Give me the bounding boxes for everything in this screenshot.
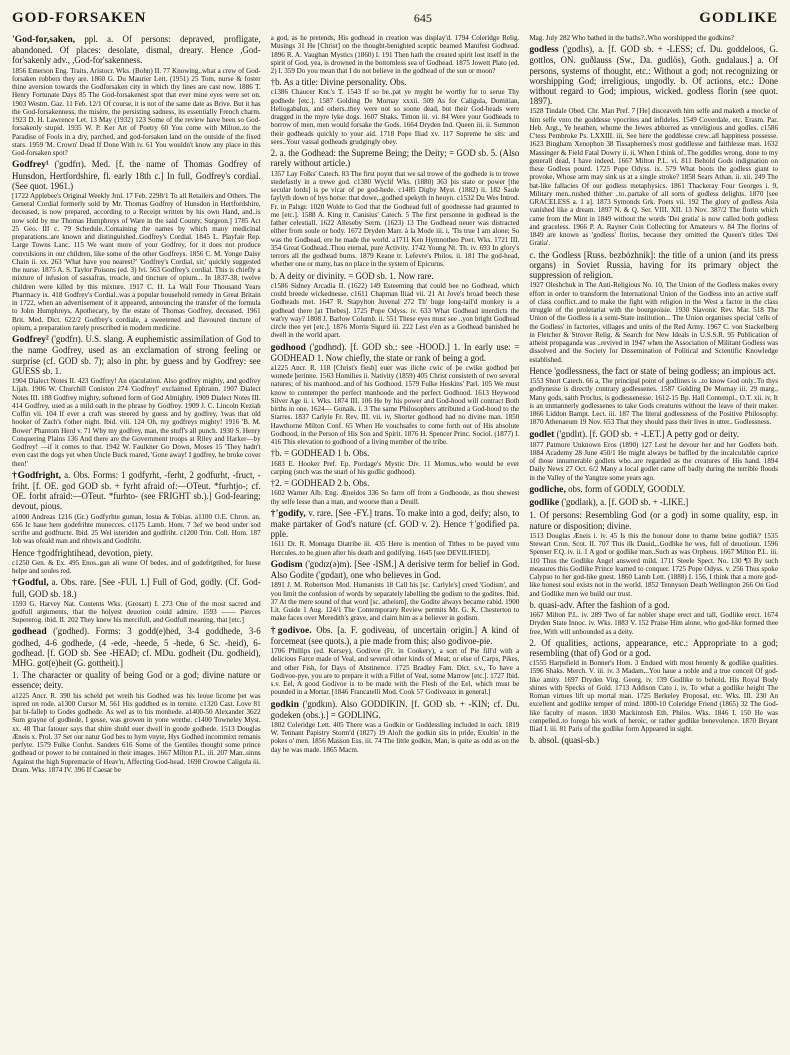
- definition: 2. a. the Godhead: the Supreme Being; the Deity; = GOD sb. 5. (Also rarely without article.): [270, 148, 520, 169]
- dictionary-entry: [12, 159, 261, 332]
- dictionary-entry: [271, 625, 520, 697]
- definition: ('gɒdlɪt). [f. GOD sb. + -LET.] A petty god or deity.: [556, 428, 739, 439]
- dictionary-entry: [12, 334, 261, 468]
- headword: godhood: [270, 341, 306, 353]
- quotations: 1904 Dialect Notes II. 423 Godfrey! An ejaculation. Also godfrey mighty, and godfrey Lijah. 1906 W. Churchill Coniston 274 'Godfrey!' exclaimed Ephraim. 1907 Dialect Notes III. 188 Godfrey mighty, softened form of God Almighty. 1909 Dialect Notes III. 414 Godfrey, used as a mild oath in the phrase by Godfrey. 1909 J. C. Lincoln Keziah Coffin vii. 104 If ever a craft was steered by guess and by godfrey, 'twas that old hooker of Zach's t'other night. Ibid. viii. 124 Oh, my godfreys mighty! 1916 'B. M. Bower' Phantom Herd v. 71 Why my godfrey, man, the stuff's all punch. 1930 S. Henry Conquering Plains 136 And there are the Government troops at Riley and Harker—by Godfrey! —if it comes to that. 1942 W. Faulkner Go Down, Moses 15 'They hadn't even cast the dogs yet when Uncle Buck roared, 'Gone away! I godfrey, he broke cover then!': [12, 377, 261, 468]
- headword: †'godify,: [270, 507, 306, 519]
- definition: a. Obs. rare. [See -FUL 1.] Full of God, godly. (Cf. God-full, GOD sb. 18.): [12, 577, 261, 599]
- definition: Obs. [a. F. godiveau, of uncertain origin.] A kind of forcemeat (see quots.), a pie made from this; also godivoe-pie.: [270, 624, 520, 646]
- dictionary-entry: [271, 699, 520, 754]
- definition: ('gɒdɪz(ə)m). [See -ISM.] A derisive term for belief in God. Also Godite ('gɒdaɪt), one who believes in God.: [270, 558, 520, 581]
- dictionary-entry: [12, 670, 261, 774]
- quotations: [1722 Applebee's Original Weekly Jrnl. 17 Feb. 2298/1 To all Retailers and Others. The General Cordial formerly sold by Mr. Thomas Godfrey of Hunsdon in Hertfordshire, deceased, is now prepared, according to a Receipt written by his own Hand, and..is now sold by me Thomas Humphreys of Ware in the said County, Surgeon.] 1785 Act 25 Geo. III c. 79 Schedule..Containing the names by which many medicinal preparations..are known and distinguished..Godfrey's Cordial. 1845 L. Playfair Rep. Large Towns Lanc. 115 We want more of your Godfrey, for it does not produce convulsions in our children, like some of the other Godfreys. 1856 C. M. Yonge Daisy Chain ii. xx. 263 'What have you nearest?' 'Godfrey's Cordial, sir,' quickly suggested the nurse. 1875 A. S. Taylor Poisons (ed. 3) lvi. 563 Godfrey's cordial. This is chiefly a mixture of infusion of sassafras, treacle, and tincture of opium... In 1837-38, twelve children were killed by this mixture. 1917 C. H. La Wall Four Thousand Years Pharmacy ix. 418 Godfrey's Cordial..was a popular household remedy in Great Britain in 1722, when an advertisement of it appeared, announcing the transfer of the formula to John Humphreys, Apothecary, by the estate of Thomas Godfrey, deceased. 1961 Brit. Med. Dict. 622/2 Godfrey's cordiale, a sweetened and flavoured tincture of opium, a preparation rarely prescribed in modern medicine.: [12, 191, 261, 332]
- definition: ('gɒdlaɪk), a. [f. GOD sb. + -LIKE.]: [561, 497, 689, 508]
- definition: b. quasi-adv. After the fashion of a god.: [529, 599, 670, 610]
- quotations: c1386 Chaucer Knt.'s T. 1543 If so be..pat ye myght be worthy for to serue Thy godhede [etc.]. 1587 Golding De Mornay xxxii. 509 As for Caligula, Domitian, Heliogabalus, and others..they were not so soone dead, but their God-heads were dragged in the myre lyke dogs. 1607 Shaks. Timon iii. vi. 84 Were your Godheads to borrow of men, men would forsake the Gods. 1664 Dryden Ind. Queen iii. ii. Summon their godheads quickly to your aid. 1718 Pope Iliad xv. 117 Supreme he sits: and sees..Your vassal godheads grudgingly obey.: [270, 88, 520, 146]
- quotations: c1250 Gen. & Ex. 495 Enos..gan ali wune Of bedes, and of godefrigtihed, for Iuese helpe and soules red.: [12, 558, 261, 576]
- dictionary-entry: [12, 577, 261, 624]
- quotations: 1602 Warner Alb. Eng. Æneidos 336 So farre off from a Godhoode, as thou shewest thy selfe lesse than a man, and woorse than a Deuill.: [270, 489, 520, 506]
- dictionary-entry: [271, 448, 520, 476]
- headword: Godfrey²: [12, 334, 49, 346]
- definition: 1. Of persons: Resembling God (or a god) in some quality, esp. in nature or disposition; divine.: [529, 510, 778, 531]
- quotations: 1856 Emerson Eng. Traits, Aristocr. Wks. (Bohn) II. 77 Knowing..what a crew of God-forsaken robbers they are. 1860 G. Du Maurier Lett. (1951) 25 Tom, nurse & foster thine aversion towards the Godforsaken city in which thy lines are cast now. 1886 T. Henry Fortunate Days 85 The God-forsakenest spot that ever mine eyes were set on. 1903 Westm. Gaz. 11 Feb. 12/1 Of course, it is not of the same date as Brive. But it has the God-forsakenness, the misère, the persisting sadness, its essentially French charm. 1923 D. H. Lawrence Let. 13 May (1932) 123 Some of the review have been so God-forsakenly stupid. 1935 W. P. Ker Art of Poetry 60 You come with Milton..to the Paradise of Fools in a dry, parched, and god-forsaken land on the outside of the fixed stars. 1959 'M. Crown' Dead If Done With iv. 61 You wouldn't know any place in this God-forsaken spot?: [12, 66, 261, 158]
- quotations: a1000 Andreas 1216 (Gr.) Godfyrhte guman, Iosua & Tobias. a1100 O.E. Chron. an. 656 Ic haue here godefrihte munecces. c1175 Lamb. Hom. 7 3ef we beod under sod scrifte and godfructe. Ibid. 25 Wel isteriden and godfriht. c1200 Trin. Coll. Hom. 187 Iob was ofeald man and rihtwis and Godfriht.: [12, 512, 261, 546]
- dictionary-entry: [271, 342, 520, 447]
- dictionary-entry: [529, 735, 778, 745]
- quotations: 1667 Milton P.L. iv. 289 Two of far nobler shape erect and tall, Godlike erect. 1674 Dryden State Innoc. iv. Wks. 1883 V. 152 Praise Him alone, who god-like formed thee free, With will unbounded as a deity.: [529, 611, 778, 636]
- quotations: 1513 Douglas Æneis i. iv. 45 Is this the honour done to thame beine godlik? 1535 Stewart Cron. Scot. II. 707 This ilk Dauid,..Godlike he wes, full of deuotioun. 1596 Spenser F.Q. iv. ii. 1 A god or godlike man..Such as was Orpheus. 1667 Milton P.L. iii. 110 Thus the Godlike Angel answerd mild. 1711 Steele Spect. No. 130 ¶3 By such measures this Godlike Prince learned to conquer. 1725 Pope Odyss. v. 256 Thus spoke Calypso to her god-like guest. 1860 Lamb Lett. (1888) I. 156, I think that a more god-like honest soul exists not in the world. 1852 Tennyson Death Wellington 266 On God and Godlike men we build our trust.: [529, 531, 778, 598]
- running-header: [12, 10, 778, 34]
- column-1: [12, 34, 261, 1046]
- quotations: 1802 Coleridge Lett. 405 There was a Godkin or Goddessling included in each. 1819 W. Tennant Papistry Storm'd (1827) 19 Aloft the godkin sits in pride, Exultin' in the pokes o' men. 1856 Masson Ess. iii. 74 The little godkin, Man, is quite as odd as on the day he was made. 1865 Macm.: [270, 720, 520, 754]
- quotations: 1553 Short Catech. 66 a, The principal point of godlines is ..to know God only..To thys godlynesse is directly contrary godlessenes. 1587 Golding De Mornay iii. 29 marg., Many gods, saith Proclus, is godlessenesse. 1612-15 Bp. Hall Contempl., O.T. xii. iv, It is an unmannerly godlessenes to take Gods creatures without the leave of their maker. 1866 Liddon Bampt. Lect. iii. 187 The literal godlessness of the Positive Philosophy. 1870 Athenaeum 19 Nov. 653 That they should pass their lives in utter.. Godlessness.: [529, 377, 778, 427]
- dictionary-entry: [529, 250, 778, 364]
- dictionary-entry: [529, 429, 778, 482]
- quotations: 1927 Oleshchuk in The Anti-Religious No. 10, The Union of the Godless makes every effort in order to transform the International Union of the Godless into an active staff of class conflict..and to make the fight with religion in the West a factor in the class struggle of the proletariat with the bourgeoisie. 1930 Slavonic Rev. Mar. 518 The Union of the Godless is a semi-State institution... The Union organises special 'cells of the Godless' in factories, villages and units of the Red Army. 1967 C. von Stackelberg in Fletcher & Strover Relig. & Search for New Ideals in U.S.S.R. 95 Publication of atheist propaganda was ..revived in 1947 when the Association of Militant Godless was dissolved and the Society for Dissemination of Political and Scientific Knowledge established.: [529, 281, 778, 364]
- quotations: 1611 Dr. R. Montagu Diatribe iii. 435 Here is mention of Tithes to be payed vnto Hercules..to be giuen after his death and godifying. 1645 [see DEVILIFIED].: [270, 540, 520, 557]
- headword: Godism: [270, 558, 303, 570]
- dictionary-entry: [271, 478, 520, 506]
- dictionary-entry: [12, 626, 261, 668]
- headword: †Godful,: [12, 577, 49, 589]
- dictionary-entry: [271, 508, 520, 557]
- quotations: a1225 Ancr. R. 390 his scheld pet wreih his Godhed was his leoue licome þet was ispred on rode. a1300 Cursor M. 561 His goddhed es in ternite. c1320 Cast. Love 81 þat bi-falleþ to Godes godhede. As wel as to his monhede. a1400-50 Alexander 3622 Sum grayne of godhede, I gesse, was growen in yone wrethe. c1400 Towneley Myst. xx. 48 That fatouer says that shire shuld euer dwell in goode godhede. 1513 Douglas Æneis x. Prol. 37 Set our natur God hes to hym vnyte, Hys Godhed incommixt remanis perfyte. 1579 Fulke Confut. Sanders 616 Some of the Gentiles thought some prince godhead or power to be contained in their images. 1667 Milton P.L. iii. 207 Man..sinns Against the high Supremacie of Heav'n, Affecting God-head. 1698 Crowne Caligula iii. Dram. Wks. 1874 IV. 396 If Caesar be: [12, 691, 261, 774]
- definition: 1. The character or quality of being God or a god; divine nature or essence; deity.: [12, 670, 261, 691]
- column-2: [271, 34, 520, 1046]
- quotations: c1555 Harpsfield in Bonner's Hom. 3 Endued with most heuenly & godlike qualities. 1596 Shaks. Merch. V. iii. iv. 3 Madam,..You haue a noble and a true conceit Of god-like amity. 1697 Dryden Virg. Georg. iv. 139 Godlike to behold, His Royal Body shines with Specks of Gold. 1713 Addison Cato i. iv, To what a godlike height The Roman virtues lift up mortal man. 1725 Berkeley Proposal, etc. Wks. III. 230 An excellent and godlike temper of mind. 1800-10 Coleridge Friend (1865) 32 The God-like faculty of reason. 1830 Mackintosh Eth. Philos. Wks. 1846 I. 150 He was compelled..to forego his work of heroic, or rather godlike benevolence. 1870 Bryant Iliad I. iii. 81 Paris of the godlike form Appeared in sight.: [529, 659, 778, 734]
- definition: Hence †godfrightihead, devotion, piety.: [12, 547, 153, 558]
- quotations: Mag. July 282 Who bathed in the baths?..Who worshipped the godkins?: [529, 34, 734, 42]
- definition: Hence 'godlessness, the fact or state of being godless; an impious act.: [529, 365, 776, 376]
- dictionary-entry: [529, 510, 778, 597]
- dictionary-entry: [529, 484, 778, 495]
- headword: godlet: [529, 428, 555, 440]
- definition: ppl. a. Of persons: depraved, profligate, abandoned. Of places: desolate, dismal, dreary. Hence ,God-for'sakenly adv., ,God-for'sakenness.: [12, 34, 261, 66]
- dictionary-entry: [529, 366, 778, 427]
- dictionary-entry: [12, 34, 261, 157]
- definition: b. A deity or divinity. = GOD sb. 1. Now rare.: [270, 270, 434, 281]
- quotations: 1877 Patmore Unknown Eros (1890) 127 Lest he devour her and her Godlets both. 1884 Academy 28 June 450/1 He might always be baffled by the incalculable caprice of those innumerable godlets who..are regarded as the creatures of His hand. 1894 Daily News 27 Oct. 6/2 Many a local godlet came off badly during the terrible floods in the Valley of the Yangtze some years ago.: [529, 440, 778, 482]
- definition: ('gɒdfrɪ). Med. [f. the name of Thomas Godfrey of Hunsdon, Hertfordshire, fl. early 18th c.] In full, Godfrey's cordial. (See quot. 1961.): [12, 159, 261, 191]
- definition: †b. As a title: Divine personality. Obs.: [270, 77, 407, 88]
- dictionary-entry: [12, 548, 261, 576]
- headword: †godivoe.: [270, 624, 312, 636]
- dictionary-entry: [271, 34, 520, 75]
- quotations: 1891 J. M. Robertson Mod. Humanists 18 Call his [sc. Carlyle's] creed 'Godism', and you limit the confusion of words by separately labelling the godism to the godites. Ibid. 37 At the mere sound of that word [sc. atheism], the Godite always became rabid. 1900 Lit. Guide 1 Aug. 124/1 The Contemporary Review permits Mr. G. K. Chesterton to make faces over Meredith's grave, and claim him as a believer in godism.: [270, 581, 520, 623]
- definition: a. Obs. Forms: 1 godfyrht, -ferht, 2 godfurht, -fruct, -friht. [f. OE. god GOD sb. + fyrht afraid of:—OTeut. *furhtjo-; cf. OE. forht afraid:—OTeut. *furhto- (see FRIGHT sb.).] God-fearing; devout, pious.: [12, 469, 261, 512]
- definition: ('gɒdhʊd). [f. GOD sb.: see -HOOD.] 1. In early use: = GODHEAD 1. Now chiefly, the state or rank of being a god.: [270, 341, 520, 363]
- dictionary-entry: [271, 77, 520, 146]
- definition: †2. = GODHEAD 2 b. Obs.: [270, 478, 370, 489]
- definition: ('gɒdkɪn). Also GODDIKIN. [f. GOD sb. + -KIN; cf. Du. godeken (obs.).] = GODLING.: [270, 698, 520, 720]
- definition: †b. = GODHEAD 1 b. Obs.: [270, 448, 370, 459]
- quotations: 1528 Tindale Obed. Chr. Man Pref. 7 [He] disceaveth him selfe and maketh a mocke of him selfe vnto the goddesse vpocrites and infideles. 1549 Coverdale, etc. Erasm. Par. Heb. Argt., Ye heathen, whome the Jewes abhorred as vnreligious and godles. c1586 C'tess Pembroke Ps. LXXIII. iii, See here the goddlesse crew..all happiness possesse. 1623 Bingham Xenophon 38 Tissaphernes's most goddlesse and faithlesse man. 1632 Massinger & Field Fatal Dowry ii. ii, When I think of..The goddles wrong, done to my generall dead, I have indeed. 1667 Milton P.L. vi. 811 Behold Gods indignation on these Godless pourd. 1725 Pope Odyss. ix. 579 What boots the godless giant to provoke, Whose arm may sink us at a single stroke? 1858 Sears Athan. ii. xii. 249 The bat-like fallacies Of our godless metaphysics. 1861 Thackeray Four Georges i. 9, Military men..rushed thither ..to..partake of all sorts of godless delights. 1870 [see GRACELESS a. 1 a]. 1873 Symonds Grk. Poets vii. 192 The glory of godless Asia vanished like a dream. 1897 N. & Q. Ser. VIII. XII. 13 Nov. 387/2 The florin which came from the Mint in 1849 without the words 'Dei gratia' is now called both godless and graceless. 1966 P. A. Rayner Coin Collecting for Amateurs v. 84 The florins of 1849 are known as 'godless' florins, because they omitted the Queen's titles 'Dei Gratia'.: [529, 107, 778, 248]
- quotations: 1593 G. Harvey Nat. Contents Wks. (Grosart) I. 273 One of the most sacred and godfull arguments, that the holyest deuotion could admire. 1593 —— Pierces Supererog. ibid. II. 202 They knew his mercifull, and Godfull meaning, that [etc.]: [12, 599, 261, 625]
- column-3: [529, 34, 778, 1046]
- definition: b. absol. (quasi-sb.): [529, 735, 600, 746]
- dictionary-entry: [529, 497, 778, 508]
- headword: godkin: [270, 698, 299, 710]
- quotations: 1706 Phillips (ed. Kersey), Godivoe (Fr. in Cookery), a sort of Pie fill'd with a delicious Farce made of Veal, and several other kinds of Meat; or else of Carps, Pikes, and other Fish, for Days of Abstinence. 1725 Bradley Fam. Dict. s.v., To have a Godivoe-pye, you are to prepare it with a Fillet of Veal, some Marrow [etc.]. 1727 Ibid. s.v. Eel, A good Godivoe is to be made with the Flesh of the Eel, which must be pounded in a Mortar. [1846 Francatelli Mod. Cook 57 Godiveaux in general.]: [270, 647, 520, 697]
- quotations: 1357 Lay Folks' Catech. 83 The first poynt that we sal trowe of the godhede is to trowe stedefastly in a trewe god. c1380 Wyclif Wks. (1880) 363 þis state or power [the secular lords] is pe vicar of pe god-hede. c1485 Digby Myst. (1882) ii. 182 Saule faylyth down of hys horse: that dowe,..godhed spekyth in heuyn. c1532 Du Wes Introd. Fr. in Palsgr. 1020 Wolde to God that the Godhead full of goodnesse had graunted to me [etc.]. 1588 A. King tr. Canisius' Catech. 5 The first personne in godhead is the father celestiall. 1622 Alleseby Serm. (1623) 13 The Godhead neuer was distracted either from soule or body. 1672 Dryden Marr. à la Mode iii. i, 'Tis true I am alone; So was the Godhead, ere he made the world. a1711 Ken Hymnotheo Poet. Wks. 1721 III. 354 Great Godhead..Thou eternal, pure Activity. 1742 Young Nt. Th. iv. 693 In glory's terrors all the godhead burns. 1879 Keane tr. Lefevre's Philos. ii. 181 The god-head, whether one or many, has no place in the system of Epicurus.: [270, 169, 520, 269]
- definition: obs. form of GODLY, GOODLY.: [568, 483, 686, 494]
- headword: godhead: [12, 626, 47, 638]
- quotations: a god, as he pretends, His godhead in creation was display'd. 1794 Coleridge Relig. Musings 31 He [Christ] on the thought-benighted sceptic beamed Manifest Godhead. 1896 R. A. Vaughan Mystics (1860) I. 191 Then hath the created spirit lost itself in the spirit of God, yea, is drowned in the bottomless sea of Godhead. 1875 Jowett Plato (ed. 2) I. 359 Do you mean that I do not believe in the godhead of the sun or moon?: [270, 34, 520, 75]
- definition: ('gɒdlɪs), a. [f. GOD sb. + -LESS; cf. Du. goddeloos, G. gottlos, ON. guðlauss (Sw., Da. gudlös), Goth. gudalaus.] a. Of persons, systems of thought, etc.: Without a god; not recognizing or worshipping God; irreligious, ungodly. b. Of actions, etc.: Done without regard to God; impious, wicked. godless florin (see quot. 1897).: [529, 44, 778, 107]
- headword: †Godfright,: [12, 469, 62, 481]
- dictionary-entry: [529, 638, 778, 734]
- headword: godlike: [529, 497, 560, 509]
- headword: godless: [529, 44, 559, 56]
- definition: c. the Godless [Russ. bezbózhnik]: the title of a union (and its press organs) in Soviet Russia, having for its primary object the suppression of religion.: [529, 249, 778, 281]
- headword: godliche,: [529, 483, 566, 495]
- dictionary-entry: [529, 34, 778, 42]
- headword: Godfrey¹: [12, 159, 49, 171]
- dictionary-entry: [529, 44, 778, 247]
- definition: ('gɒdhed). Forms: 3 godd(e)hed, 3-4 goddhede, 3-6 godhed, 4-6 godhede, (4 -ede, -heede, 5 -hede, 6 Sc. -heid), 6- godhead. [f. GOD sb. See -HEAD; cf. MDu. godheit (Du. godheid), MHG. got(e)heit (G. gottheit).]: [12, 626, 261, 669]
- dictionary-entry: [529, 600, 778, 636]
- dictionary-entry: [271, 559, 520, 623]
- headword: 'God-for,saken,: [12, 34, 76, 45]
- page-number: 645: [413, 11, 432, 25]
- quotations: 1683 E. Hooker Pref. Ep. Pordage's Mystic Div. 11 Momus..who would be ever carping (such was the snarl of his godlic godhood).: [270, 459, 520, 476]
- quotations: c1586 Sidney Arcadia II. (1622) 149 Esteeming that could bee no Godhead, which could breede wickednesse. c1611 Chapman Iliad vii. 21 At Jove's broad beech these Godheads met. 1647 R. Stapylton Juvenal 272 Th' huge long-tail'd monkey is a godhead there [at Thebes]. 1725 Pope Odyss. iv. 633 What Godhead interdicts the wat'ry way? 1808 J. Barlow Columb. ii. 551 These eyes must see ..yon bright Godhead circle thee yet [etc.]. 1876 Morris Sigurd iii. 222 Lest e'en as a Godhead banished he dwell in the world apart.: [270, 281, 520, 340]
- header-left-guide-word: GOD-FORSAKEN: [12, 10, 147, 26]
- header-right-guide-word: GODLIKE: [699, 10, 778, 26]
- dictionary-entry: [271, 148, 520, 268]
- definition: v. rare. [See -FY.] trans. To make into a god, deify; also, to make partaker of God's nature (cf. GOD v. 2). Hence †'godified pa. pple.: [270, 507, 520, 540]
- definition: ('gɒdfrɪ). U.S. slang. A euphemistic assimilation of God to the name Godfrey, used as an exclamation of strong feeling or surprise (cf. GOD sb. 7); also in phr. by guess and by Godfrey: see GUESS sb. 1.: [12, 334, 261, 376]
- text-columns: [12, 34, 778, 1046]
- dictionary-entry: [12, 470, 261, 546]
- dictionary-entry: [271, 271, 520, 340]
- definition: 2. Of qualities, actions, appearance, etc.: Appropriate to a god; resembling (that of) God or a god.: [529, 637, 778, 658]
- quotations: a1225 Ancr. R. 118 [Christ's flesh] euer was iliche cwic of þe cwike godhod þet wunede þerinne. 1563 Homilies ii. Nativity (1859) 405 Christ consisteth of two several natures; of his manhood..and of his Godhood. 1579 Fulke Heskins' Parl. 105 We must know to contemper the perfect manhoode and the perfect Godhood. 1613 Heywood Silver Age ii. i. Wks. 1874 III. 106 He by his power and God-hood will contract Both births in one. 1624— Gunaik. i. 3 The same Philosophers attributed a God-hood to the Starres. 1837 Carlyle Fr. Rev. III. vii. iv, Shorter godhood had no divine man. 1850 Hawthorne Milton Conf. 65 When He vouchsafes to come forth out of His absolute Godhood, in the Person of His Son and Spirit. 1876 H. Spencer Princ. Sociol. (1877) I. 416 This elevation to godhood of a living member of the tribe.: [270, 363, 520, 447]
